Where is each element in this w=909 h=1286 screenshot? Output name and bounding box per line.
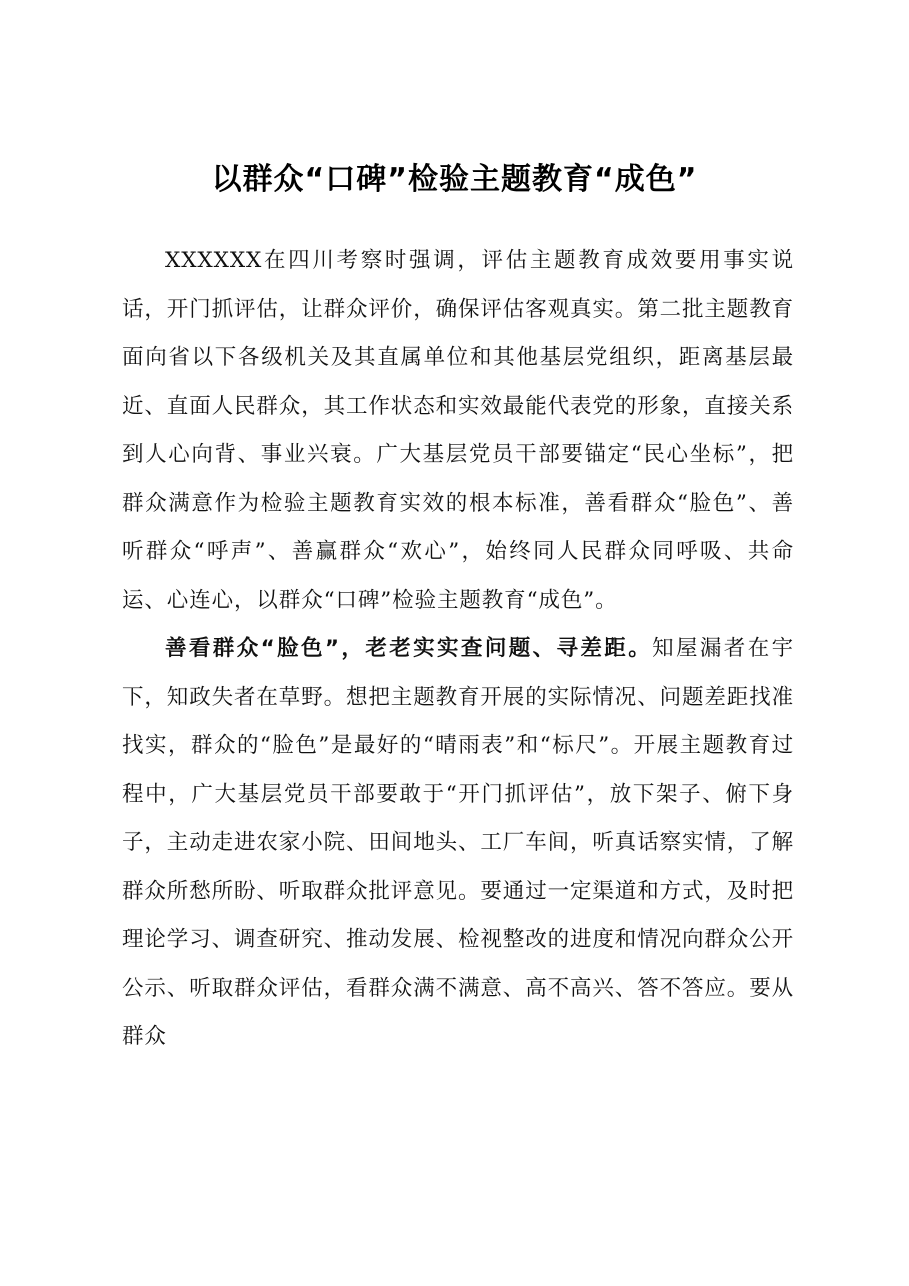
paragraph-section-1 bbox=[122, 625, 794, 1062]
document-body bbox=[122, 237, 794, 1062]
paragraph-text: 知屋漏者在宇下，知政失者在草野。想把主题教育开展的实际情况、问题差距找准找实，群众的“脸色”是最好的“晴雨表”和“标尺”。开展主题教育过程中，广大基层党员干部要敢于“开门抓评估”，放下架子、俯下身子，主动走进农家小院、田间地头、工厂车间，听真话察实情，了解群众所愁所盼、听取群众批评意见。要通过一定渠道和方式，及时把理论学习、调查研究、推动发展、检视整改的进度和情况向群众公开公示、听取群众评估，看群众满不满意、高不高兴、答不答应。要从群众 bbox=[122, 636, 795, 1049]
paragraph-intro bbox=[122, 237, 794, 625]
document-title: 以群众“口碑”检验主题教育“成色” bbox=[211, 162, 698, 197]
paragraph-lead: 善看群众“脸色”，老老实实查问题、寻差距。 bbox=[165, 636, 653, 661]
paragraph-text: XXXXXX在四川考察时强调，评估主题教育成效要用事实说话，开门抓评估，让群众评价，确保评估客观真实。第二批主题教育面向省以下各级机关及其直属单位和其他基层党组织，距离基层最近、直面人民群众，其工作状态和实效最能代表党的形象，直接关系到人心向背、事业兴衰。广大基层党员干部要锚定“民心坐标”，把群众满意作为检验主题教育实效的根本标准，善看群众“脸色”、善听群众“呼声”、善赢群众“欢心”，始终同人民群众同呼吸、共命运、心连心，以群众“口碑”检验主题教育“成色”。 bbox=[122, 248, 795, 613]
